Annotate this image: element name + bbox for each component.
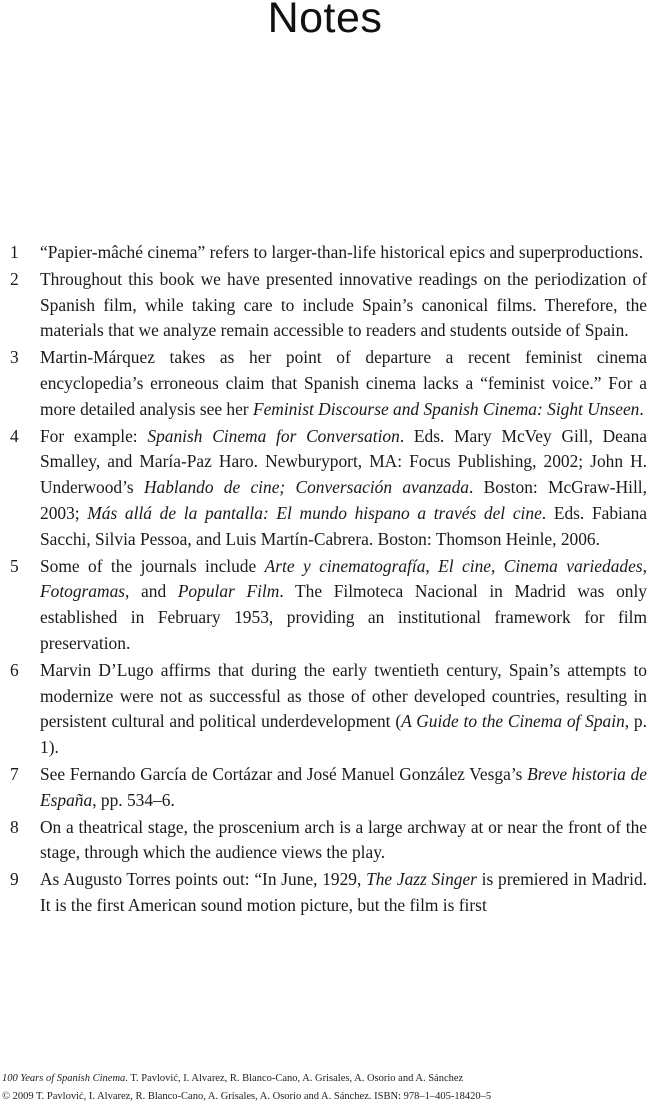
note-text: is premiered in Madrid. It is the first American sound motion picture, but the film is first	[40, 869, 647, 915]
note-text: Throughout this book we have presented innovative readings on the periodization of Spanish film, while taking care to include Spain’s canonical films. Therefore, the materials that we analyze remain accessible to readers and students outside of Spain.	[40, 268, 647, 341]
page-title: Notes	[267, 0, 383, 42]
note-italic-title: Arte y cinematografía	[264, 555, 426, 576]
note-text: . Boston: McGraw-Hill, 2003;	[40, 477, 647, 523]
note-number: 4	[10, 425, 19, 446]
note-italic-title: Fotogramas	[40, 581, 126, 602]
note-item	[0, 554, 650, 657]
note-item	[0, 815, 650, 867]
note-text: .	[639, 398, 644, 419]
notes-list	[0, 240, 650, 920]
note-text: Martin-Márquez takes as her point of departure a recent feminist cinema encyclopedia’s erroneous claim that Spanish cinema lacks a “feminist voice.” For a more detailed analysis see her	[40, 347, 647, 419]
note-italic-title: The Jazz Singer	[366, 869, 477, 890]
note-text: , and	[125, 581, 178, 602]
footer-citation	[2, 1073, 650, 1084]
note-item	[0, 867, 650, 919]
note-number: 8	[10, 816, 19, 837]
note-text: Some of the journals include	[40, 555, 265, 576]
note-text: On a theatrical stage, the proscenium arch is a large archway at or near the front of the stage, through which the audience views the play.	[40, 816, 647, 863]
note-text: ,	[425, 555, 439, 576]
note-item	[0, 345, 650, 422]
note-number: 9	[10, 869, 19, 890]
note-italic-title: A Guide to the Cinema of Spain	[401, 711, 625, 732]
note-number: 3	[10, 347, 19, 368]
footer-book-title: 100 Years of Spanish Cinema	[2, 1073, 126, 1084]
note-text: ,	[491, 555, 504, 576]
note-text: , pp. 534–6.	[92, 789, 175, 810]
note-item	[0, 424, 650, 553]
note-text: Marvin D’Lugo affirms that during the early twentieth century, Spain’s attempts to modernize were not as successful as those of other developed countries, resulting in persistent cultural and political underdevelopment (	[40, 659, 647, 732]
note-italic-title: Feminist Discourse and Spanish Cinema: Sight Unseen	[252, 398, 640, 419]
note-number: 7	[10, 763, 19, 784]
note-italic-title: Breve historia de España	[40, 763, 647, 810]
note-italic-title: Hablando de cine; Conversación avanzada	[143, 477, 469, 498]
note-italic-title: El cine	[438, 555, 492, 576]
note-text: ,	[642, 555, 647, 576]
note-number: 1	[10, 242, 19, 262]
note-text: See Fernando García de Cortázar and José Manuel González Vesga’s	[40, 763, 528, 784]
note-italic-title: Spanish Cinema for Conversation	[147, 425, 400, 446]
note-text: “Papier-mâché cinema” refers to larger-than-life historical epics and superproductions.	[40, 242, 644, 262]
note-number: 6	[10, 659, 19, 680]
note-item	[0, 762, 650, 814]
note-number: 5	[10, 555, 19, 576]
note-italic-title: Popular Film	[177, 581, 280, 602]
footer-copyright: © 2009 T. Pavlović, I. Alvarez, R. Blanco-Cano, A. Grisales, A. Osorio and A. Sánchez. ISBN: 978–1–405-18420–5	[2, 1091, 492, 1102]
note-text: . Eds. Fabiana Sacchi, Silvia Pessoa, and Luis Martín-Cabrera. Boston: Thomson Heinle, 2006.	[40, 502, 647, 549]
note-item	[0, 267, 650, 344]
footer-authors: . T. Pavlović, I. Alvarez, R. Blanco-Cano, A. Grisales, A. Osorio and A. Sánchez	[125, 1073, 464, 1084]
note-text: , p. 1).	[40, 711, 647, 758]
note-item	[0, 658, 650, 761]
note-item	[0, 240, 650, 266]
note-text: . The Filmoteca Nacional in Madrid was only established in February 1953, providing an institutional framework for film preservation.	[40, 581, 647, 653]
note-text: As Augusto Torres points out: “In June, 1929,	[40, 869, 367, 890]
note-text: For example:	[40, 425, 148, 446]
note-italic-title: Más allá de la pantalla: El mundo hispano a través del cine	[87, 502, 542, 523]
note-number: 2	[10, 268, 19, 289]
note-italic-title: Cinema variedades	[503, 555, 643, 576]
note-text: . Eds. Mary McVey Gill, Deana Smalley, and María-Paz Haro. Newburyport, MA: Focus Publishing, 2002; John H. Underwood’s	[40, 425, 648, 498]
